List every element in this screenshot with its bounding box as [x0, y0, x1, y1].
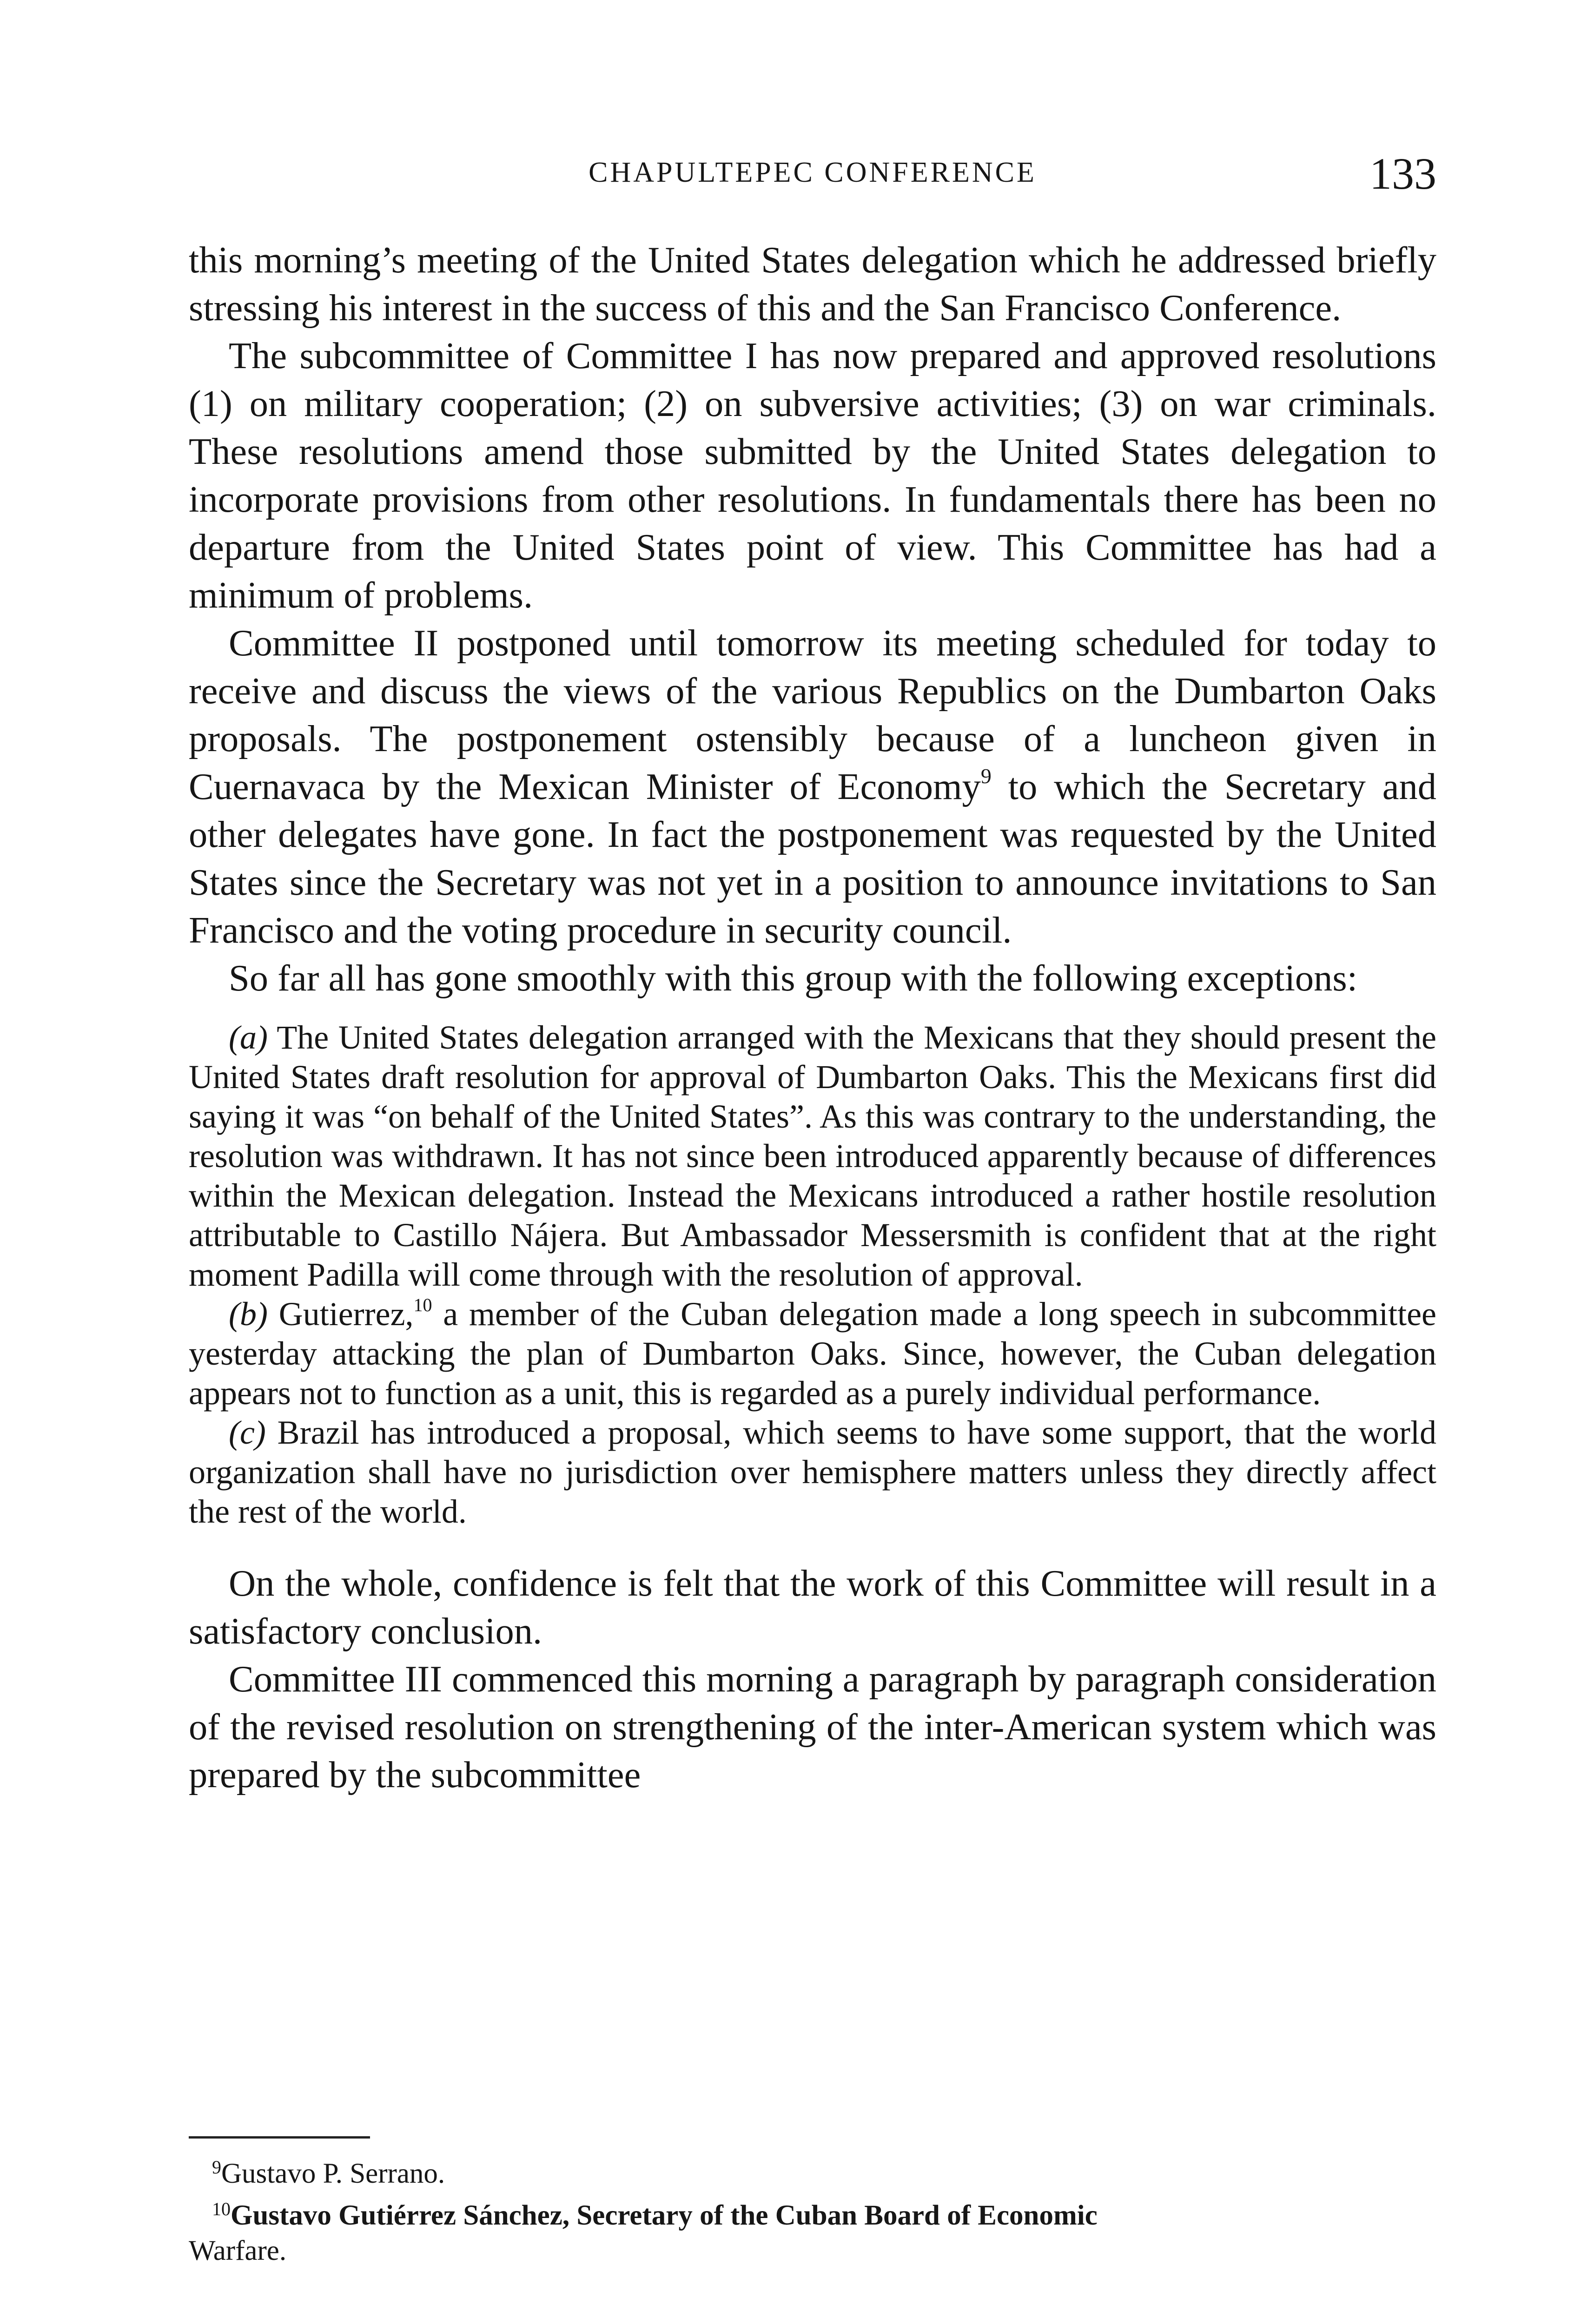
footnote-text-bold: Gustavo Gutiérrez Sánchez, Secretary of the Cuban Board of Economic — [231, 2200, 1098, 2231]
exception-c-label: (c) — [229, 1414, 266, 1451]
exception-c — [189, 1413, 1436, 1532]
footnote-divider — [189, 2136, 370, 2139]
footnote-10-continued — [189, 2233, 1436, 2269]
exception-c-text: Brazil has introduced a proposal, which seems to have some support, that the world organization shall have no jurisdiction over hemisphere matters unless they directly affect the rest of the world. — [189, 1414, 1436, 1530]
page-number: 133 — [1369, 149, 1436, 198]
paragraph-committee-iii: Committee III commenced this morning a paragraph by paragraph consideration of the revised resolution on strengthening of the inter-American system which was prepared by the subcommittee — [189, 1658, 1436, 1796]
footnote-ref-9: 9 — [980, 764, 992, 788]
exception-b-text-a: Gutierrez, — [267, 1295, 414, 1333]
body-text — [189, 236, 1436, 1799]
spacer — [189, 1532, 1436, 1559]
footnote-text: Gustavo P. Serrano. — [221, 2158, 445, 2189]
footnote-10 — [189, 2192, 1436, 2233]
exception-b-text-b: a member of the Cuban delegation made a long speech in subcommittee yesterday attacking the plan of Dumbarton Oaks. Since, however, the Cuban delegation appears not to function as a unit, this is regarded as a purely individual performance. — [189, 1295, 1437, 1412]
running-title: CHAPULTEPEC CONFERENCE — [589, 157, 1037, 188]
running-head — [189, 148, 1436, 204]
exception-b-label: (b) — [229, 1295, 268, 1333]
paragraph-committee-ii-text-a: Committee II postponed until tomorrow its meeting scheduled for today to receive and discuss the views of the various Republics on the Dumbarton Oaks proposals. The postponement ostensibly because of a luncheon given in Cuernavaca by the Mexican Minister of Economy — [189, 622, 1436, 807]
paragraph-committee-i: The subcommittee of Committee I has now prepared and approved resolutions (1) on military cooperation; (2) on subversive activities; (3) on war criminals. These resolutions amend those submitted by the United States delegation to incorporate provisions from other resolutions. In fundamentals there has been no departure from the United States point of view. This Committee has had a minimum of problems. — [189, 335, 1436, 616]
paragraph-committee-ii — [189, 619, 1436, 954]
exception-a-text: The United States delegation arranged with the Mexicans that they should present the United States draft resolution for approval of Dumbarton Oaks. This the Mexicans first did saying it was “on behalf of the United States”. As this was contrary to the understanding, the resolution was withdrawn. It has not since been introduced apparently because of differences within the Mexican delegation. Instead the Mexicans introduced a rather hostile resolution attributable to Castillo Nájera. But Ambassador Messersmith is confident that at the right moment Padilla will come through with the resolution of approval. — [189, 1019, 1436, 1293]
exception-b — [189, 1294, 1436, 1413]
footnote-9 — [189, 2150, 1436, 2192]
spacer — [189, 1002, 1436, 1018]
footnote-text-tail: Warfare. — [189, 2235, 287, 2266]
exception-a — [189, 1018, 1436, 1294]
paragraph-continued: this morning’s meeting of the United States delegation which he addressed briefly stressing his interest in the success of this and the San Francisco Conference. — [189, 239, 1436, 329]
paragraph-exceptions-intro: So far all has gone smoothly with this group with the following exceptions: — [229, 957, 1358, 999]
footnotes — [189, 2150, 1436, 2269]
paragraph-conclusion: On the whole, confidence is felt that the work of this Committee will result in a satisfactory conclusion. — [189, 1563, 1436, 1652]
paragraph-committee-ii-text-b: to which the Secretary and other delegates have gone. In fact the postponement was requested by the United States since the Secretary was not yet in a position to announce invitations to San Francisco and the voting procedure in security council. — [189, 766, 1436, 951]
footnote-ref-10: 10 — [413, 1294, 432, 1315]
exception-a-label: (a) — [229, 1019, 268, 1056]
footnote-marker: 10 — [212, 2199, 231, 2219]
footnote-marker: 9 — [212, 2157, 221, 2178]
